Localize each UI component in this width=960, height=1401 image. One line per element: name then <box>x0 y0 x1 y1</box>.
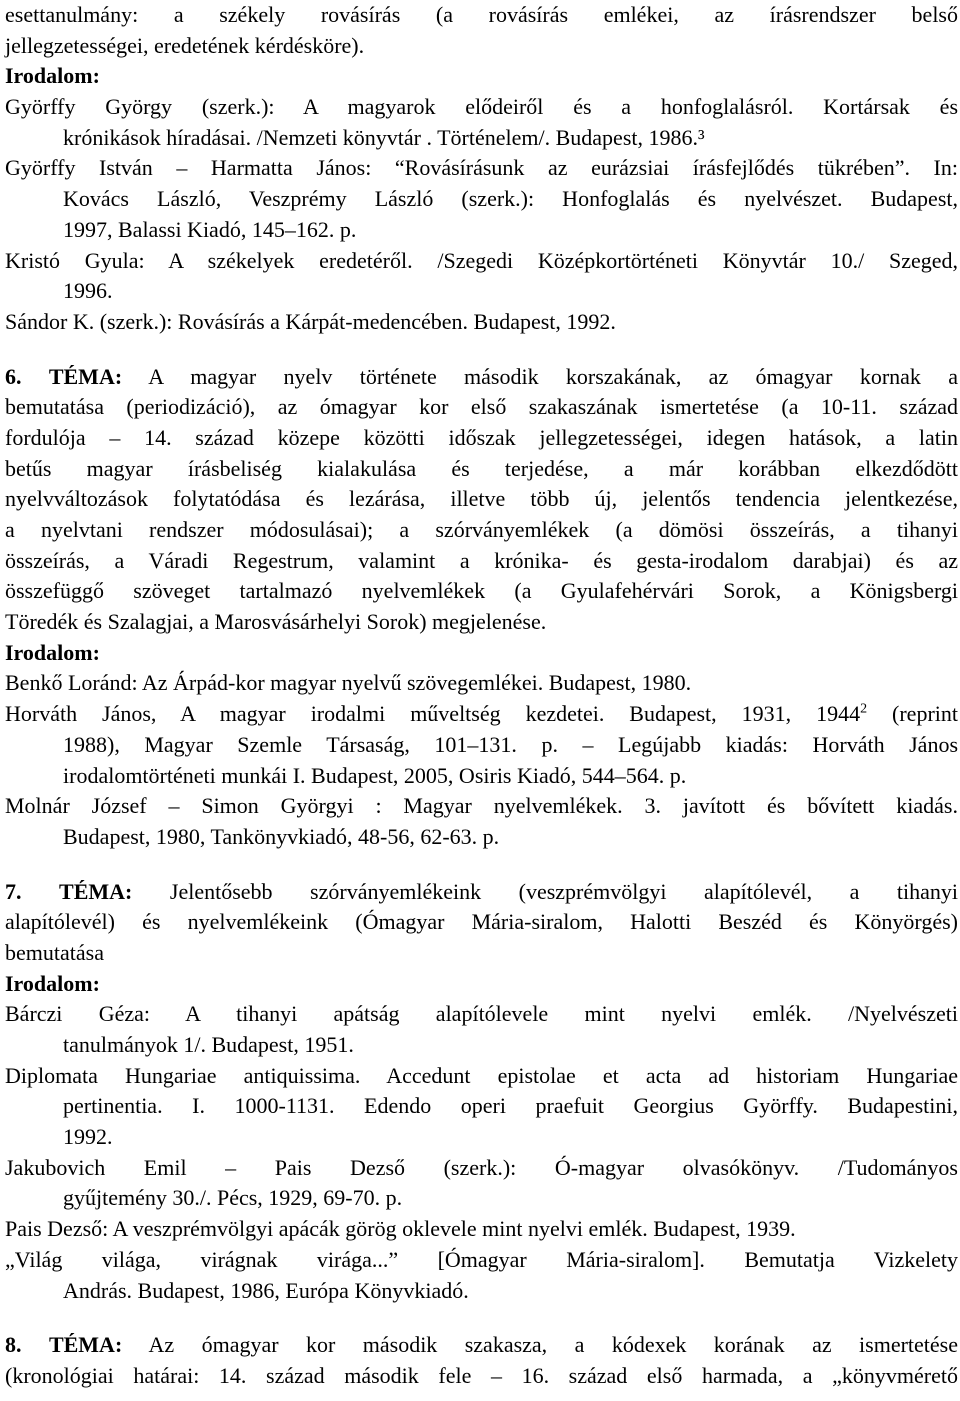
topic-6-line: összefüggő szöveget tartalmazó nyelvemlékek (a Gyulafehérvári Sorok, a Königsbergi <box>5 578 958 604</box>
reference-line: Budapest, 1980, Tankönyvkiadó, 48-56, 62-63. p. <box>63 823 500 849</box>
reference-line: 1992. <box>63 1124 113 1150</box>
reference-line: Benkő Loránd: Az Árpád-kor magyar nyelvű szövegemlékei. Budapest, 1980. <box>5 670 692 696</box>
reference-line: Bárczi Géza: A tihanyi apátság alapítólevele mint nyelvi emlék. /Nyelvészeti <box>5 1001 958 1027</box>
reference-line: Kovács László, Veszprémy László (szerk.): Honfoglalás és nyelvészet. Budapest, <box>63 186 958 212</box>
topic-label: TÉMA: <box>59 878 133 904</box>
topic-text: A magyar nyelv története második korszakának, az ómagyar kornak a <box>148 363 958 389</box>
topic-label: TÉMA: <box>48 1332 123 1358</box>
topic-7-line-1 <box>5 877 958 908</box>
reference-line: irodalomtörténeti munkái I. Budapest, 2005, Osiris Kiadó, 544–564. p. <box>63 762 687 788</box>
reference-line: krónikások híradásai. /Nemzeti könyvtár . Történelem/. Budapest, 1986.³ <box>63 124 705 150</box>
reference-line: Györffy György (szerk.): A magyarok elődeiről és a honfoglalásról. Kortársak és <box>5 94 958 120</box>
reference-text: Horváth János, A magyar irodalmi műveltség kezdetei. Budapest, 1931, 1944 <box>5 701 861 727</box>
reference-line: „Világ világa, virágnak virága...” [Ómagyar Mária-siralom]. Bemutatja Vizkelety <box>5 1246 958 1272</box>
topic-6-line: fordulója – 14. század közepe közötti időszak jellegzetességei, idegen hatások, a latin <box>5 424 958 450</box>
reference-line: Molnár József – Simon Györgyi : Magyar nyelvemlékek. 3. javított és bővített kiadás. <box>5 793 958 819</box>
reference-line: András. Budapest, 1986, Európa Könyvkiadó. <box>63 1277 469 1303</box>
topic-8-line: (kronológiai határai: 14. század második fele – 16. század első harmada, a „könyvmérető <box>5 1362 958 1388</box>
topic-label: TÉMA: <box>48 363 123 389</box>
irodalom-heading: Irodalom: <box>5 970 100 996</box>
intro-line-2: jellegzetességei, eredetének kérdésköre). <box>5 32 365 58</box>
superscript: 2 <box>860 701 868 717</box>
topic-6-line-1 <box>5 362 958 393</box>
reference-line: Jakubovich Emil – Pais Dezső (szerk.): Ó-magyar olvasókönyv. /Tudományos <box>5 1154 958 1180</box>
reference-line: 1997, Balassi Kiadó, 145–162. p. <box>63 216 357 242</box>
topic-8-line-1 <box>5 1330 958 1361</box>
topic-text: Az ómagyar kor második szakasza, a kódexek korának az ismertetése <box>148 1332 958 1358</box>
reference-line: Sándor K. (szerk.): Rovásírás a Kárpát-medencében. Budapest, 1992. <box>5 308 616 334</box>
topic-text: Jelentősebb szórványemlékeink (veszprémvölgyi alapítólevél, a tihanyi <box>169 878 959 904</box>
topic-6-line: betűs magyar írásbeliség kialakulása és terjedése, a már korábban elkezdődött <box>5 455 958 481</box>
reference-line <box>5 699 958 730</box>
topic-6-line: nyelvváltozások folytatódása és lezárása, illetve több új, jelentős tendencia jelentkezése, <box>5 486 958 512</box>
reference-text: (reprint <box>867 701 958 727</box>
intro-line-1: esettanulmány: a székely rovásírás (a rovásírás emlékei, az írásrendszer belső <box>5 2 958 27</box>
reference-line: gyűjtemény 30./. Pécs, 1929, 69-70. p. <box>63 1185 403 1211</box>
topic-7-line: alapítólevél) és nyelvemlékeink (Ómagyar Mária-siralom, Halotti Beszéd és Könyörgés) <box>5 909 958 935</box>
topic-number: 8. <box>5 1332 22 1358</box>
reference-line: tanulmányok 1/. Budapest, 1951. <box>63 1032 354 1057</box>
irodalom-heading: Irodalom: <box>5 63 100 89</box>
topic-6-line: összeírás, a Váradi Regestrum, valamint a krónika- és gesta-irodalom darabjai) és az <box>5 547 958 573</box>
topic-number: 6. <box>5 363 22 389</box>
reference-line: Diplomata Hungariae antiquissima. Accedunt epistolae et acta ad historiam Hungariae <box>5 1062 958 1088</box>
topic-6-line: Töredék és Szalagjai, a Marosvásárhelyi Sorok) megjelenése. <box>5 609 547 635</box>
reference-line: Györffy István – Harmatta János: “Rovásírásunk az eurázsiai írásfejlődés tükrében”. In: <box>5 155 958 181</box>
reference-line: 1996. <box>63 278 113 304</box>
document-page <box>5 0 958 1392</box>
reference-line: Pais Dezső: A veszprémvölgyi apácák görög oklevele mint nyelvi emlék. Budapest, 1939. <box>5 1216 796 1242</box>
topic-7-line: bemutatása <box>5 939 104 965</box>
topic-6-line: bemutatása (periodizáció), az ómagyar kor első szakaszának ismertetése (a 10-11. század <box>5 394 958 420</box>
topic-6-line: a nyelvtani rendszer módosulásai); a szórványemlékek (a dömösi összeírás, a tihanyi <box>5 517 958 542</box>
reference-line: pertinentia. I. 1000-1131. Edendo operi praefuit Georgius Györffy. Budapestini, <box>63 1093 958 1119</box>
topic-number: 7. <box>5 878 22 904</box>
reference-line: 1988), Magyar Szemle Társaság, 101–131. p. – Legújabb kiadás: Horváth János <box>63 731 958 757</box>
reference-line: Kristó Gyula: A székelyek eredetéről. /Szegedi Középkortörténeti Könyvtár 10./ Szeged, <box>5 247 958 273</box>
irodalom-heading: Irodalom: <box>5 639 100 665</box>
